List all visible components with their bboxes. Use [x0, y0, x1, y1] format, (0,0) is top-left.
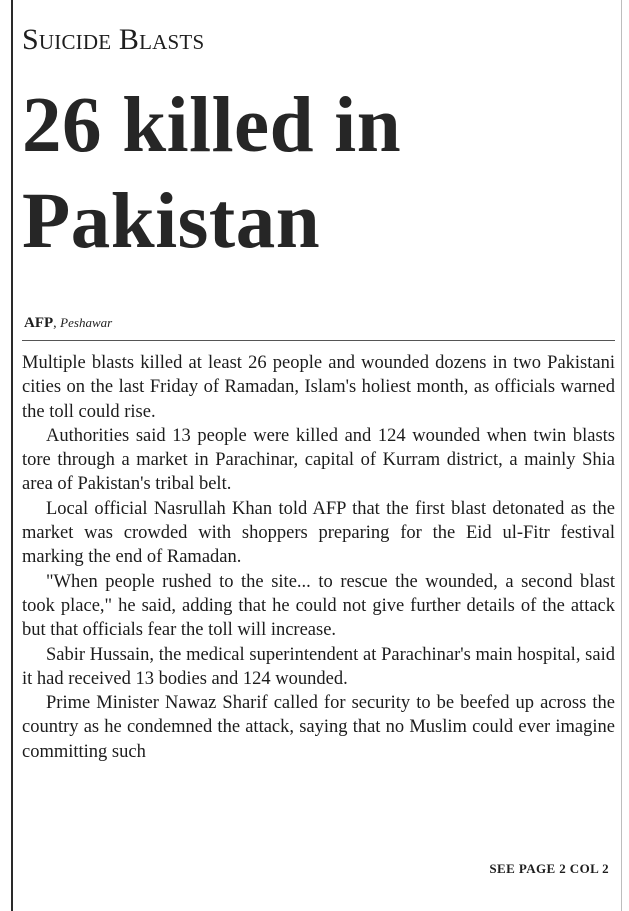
byline-location: Peshawar	[60, 315, 113, 330]
article-kicker: Suicide Blasts	[22, 23, 205, 56]
article-paragraph: Sabir Hussain, the medical superintendent at Parachinar's main hospital, said it had received 13 bodies and 124 wounded.	[22, 644, 615, 689]
article-byline	[24, 314, 112, 333]
article-headline: 26 killed in Pakistan	[22, 82, 402, 265]
article-paragraph: Prime Minister Nawaz Sharif called for security to be beefed up across the country as he condemned the attack, saying that no Muslim could ever imagine committing such	[22, 693, 615, 762]
article-paragraph: "When people rushed to the site... to rescue the wounded, a second blast took place," he said, adding that he could not give further details of the attack but that officials fear the toll will increase.	[22, 571, 615, 641]
byline-agency: AFP	[24, 315, 54, 331]
article-body	[22, 351, 615, 764]
column-rule-right	[621, 0, 622, 911]
byline-divider	[22, 340, 615, 341]
byline-separator: ,	[53, 316, 57, 331]
continuation-link[interactable]: SEE PAGE 2 COL 2	[489, 861, 609, 876]
article-paragraph: Multiple blasts killed at least 26 people and wounded dozens in two Pakistani cities on the last Friday of Ramadan, Islam's holiest month, as officials warned the toll could rise.	[22, 353, 615, 422]
article-paragraph: Authorities said 13 people were killed and 124 wounded when twin blasts tore through a market in Parachinar, capital of Kurram district, a mainly Shia area of Pakistan's tribal belt.	[22, 425, 615, 495]
column-rule-left	[11, 0, 13, 911]
article-paragraph: Local official Nasrullah Khan told AFP that the first blast detonated as the market was crowded with shoppers preparing for the Eid ul-Fitr festival marking the end of Ramadan.	[22, 498, 615, 568]
